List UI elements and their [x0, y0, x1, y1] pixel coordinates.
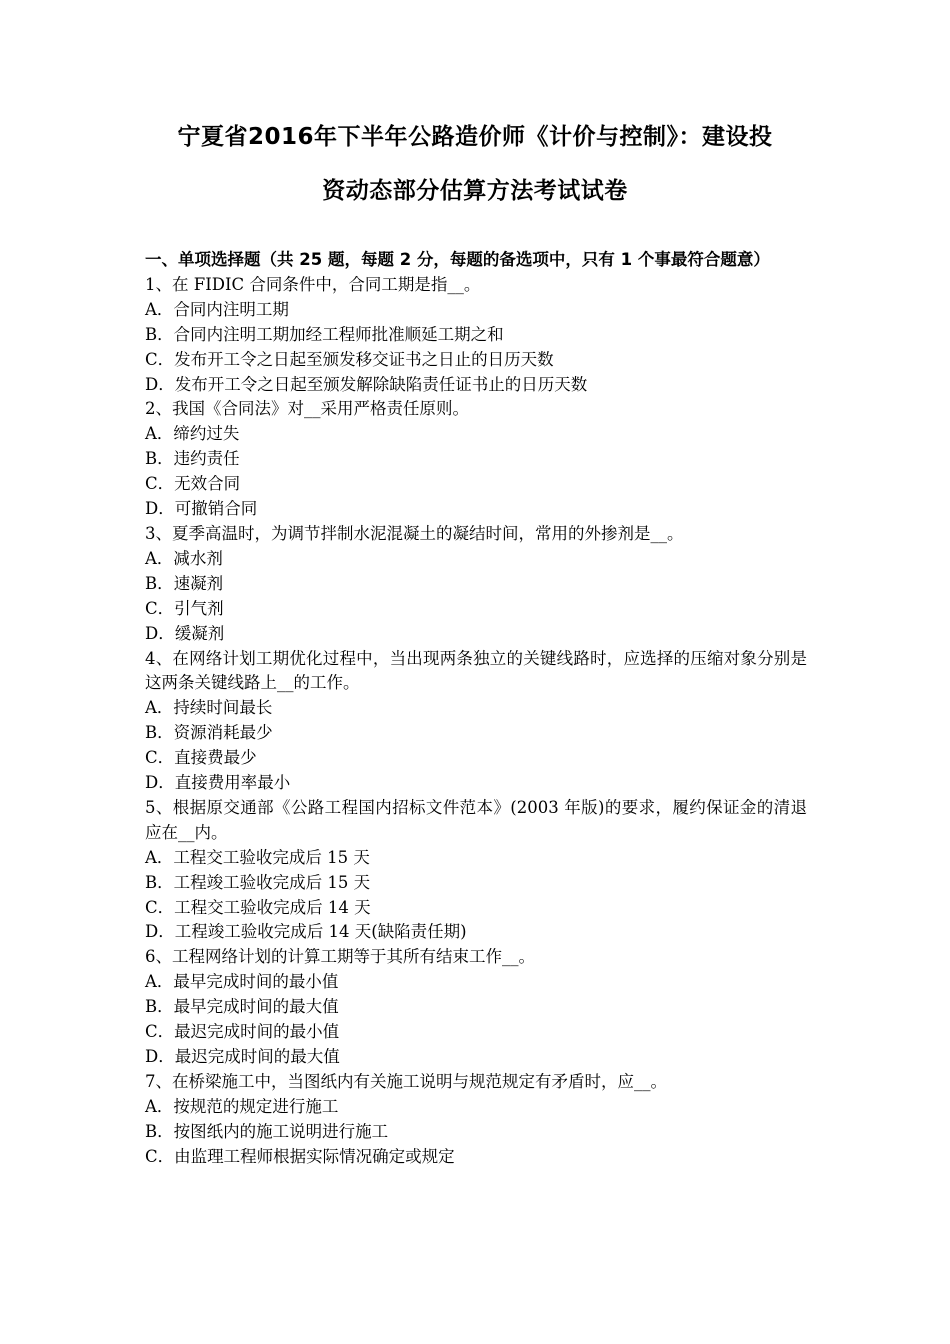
question-text: 3、夏季高温时，为调节拌制水泥混凝土的凝结时间，常用的外掺剂是__。: [145, 523, 684, 543]
option-b: B．违约责任: [145, 449, 240, 469]
question-text: 7、在桥梁施工中，当图纸内有关施工说明与规范规定有矛盾时，应__。: [145, 1071, 667, 1091]
section-heading: 一、单项选择题（共 25 题，每题 2 分，每题的备选项中，只有 1 个事最符合题意）: [145, 250, 770, 269]
option-a: A．最早完成时间的最小值: [145, 972, 339, 992]
document-body: [145, 248, 807, 1170]
option-b: B．工程竣工验收完成后 15 天: [145, 872, 371, 892]
option-c: C．最迟完成时间的最小值: [145, 1022, 340, 1042]
option-b: B．资源消耗最少: [145, 723, 273, 743]
question-text: 4、在网络计划工期优化过程中，当出现两条独立的关键线路时，应选择的压缩对象分别是这两条关键线路上__的工作。: [145, 648, 807, 693]
option-c: C．直接费最少: [145, 748, 257, 768]
question-4: [145, 647, 807, 796]
question-text: 1、在 FIDIC 合同条件中，合同工期是指__。: [145, 274, 481, 294]
option-d: D．发布开工令之日起至颁发解除缺陷责任证书止的日历天数: [145, 374, 588, 394]
option-b: B．速凝剂: [145, 573, 224, 593]
option-a: A．合同内注明工期: [145, 299, 289, 319]
option-d: D．直接费用率最小: [145, 773, 291, 793]
option-c: C．无效合同: [145, 474, 241, 494]
option-b: B．按图纸内的施工说明进行施工: [145, 1121, 389, 1141]
option-a: A．缔约过失: [145, 424, 240, 444]
option-c: C．由监理工程师根据实际情况确定或规定: [145, 1146, 455, 1166]
question-2: [145, 397, 807, 522]
question-text: 6、工程网络计划的计算工期等于其所有结束工作__。: [145, 947, 535, 967]
question-text: 5、根据原交通部《公路工程国内招标文件范本》(2003 年版)的要求，履约保证金的清退应在__内。: [145, 797, 807, 842]
document-title-line-2: 资动态部分估算方法考试试卷: [322, 178, 628, 204]
option-c: C．发布开工令之日起至颁发移交证书之日止的日历天数: [145, 349, 554, 369]
option-a: A．按规范的规定进行施工: [145, 1096, 339, 1116]
option-c: C．引气剂: [145, 598, 224, 618]
option-a: A．持续时间最长: [145, 698, 273, 718]
option-c: C．工程交工验收完成后 14 天: [145, 897, 371, 917]
option-d: D．缓凝剂: [145, 623, 225, 643]
option-a: A．减水剂: [145, 548, 223, 568]
question-6: [145, 945, 807, 1070]
document-title-line-1: 宁夏省2016年下半年公路造价师《计价与控制》：建设投: [177, 124, 773, 150]
option-d: D．最迟完成时间的最大值: [145, 1047, 340, 1066]
question-7: [145, 1070, 807, 1170]
question-3: [145, 522, 807, 647]
question-text: 2、我国《合同法》对__采用严格责任原则。: [145, 399, 469, 419]
option-d: D．工程竣工验收完成后 14 天(缺陷责任期): [145, 922, 467, 942]
option-d: D．可撤销合同: [145, 499, 258, 519]
option-a: A．工程交工验收完成后 15 天: [145, 847, 370, 867]
question-1: [145, 273, 807, 398]
option-b: B．最早完成时间的最大值: [145, 997, 339, 1017]
question-5: [145, 796, 807, 945]
option-b: B．合同内注明工期加经工程师批准顺延工期之和: [145, 324, 504, 344]
